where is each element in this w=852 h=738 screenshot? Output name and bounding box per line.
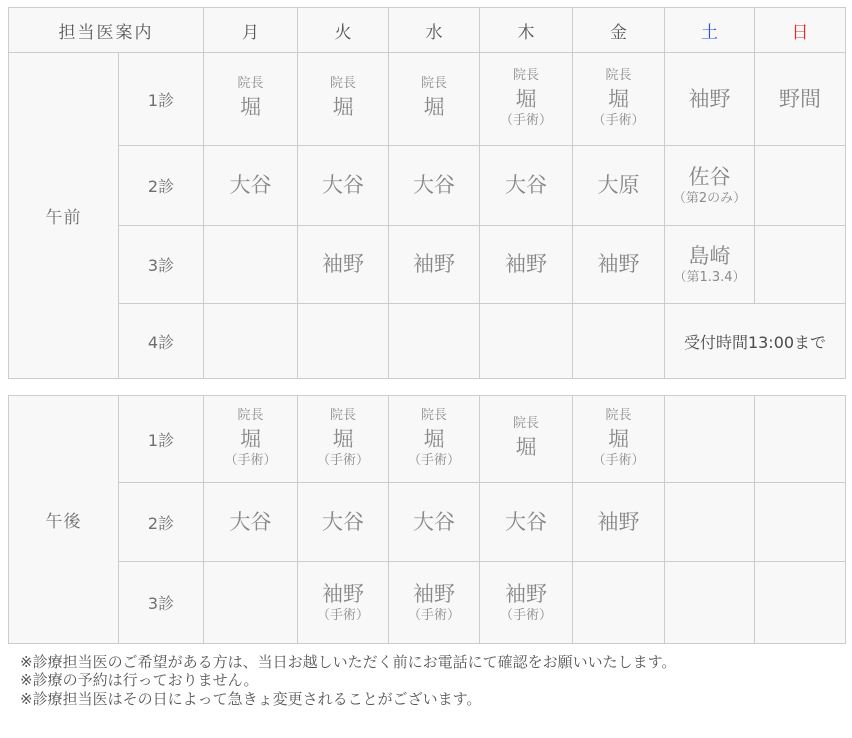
doctor-title: 院長 bbox=[420, 407, 447, 423]
doctor-name: 堀 bbox=[515, 435, 537, 460]
schedule-cell bbox=[573, 226, 665, 304]
doctor-note: （手術） bbox=[224, 453, 277, 469]
schedule-cell bbox=[573, 483, 665, 562]
schedule-cell bbox=[755, 562, 846, 644]
day-header-tue: 火 bbox=[298, 8, 389, 53]
doctor-name: 大谷 bbox=[229, 173, 272, 198]
doctor-name: 野間 bbox=[779, 86, 821, 111]
schedule-cell bbox=[298, 146, 389, 226]
schedule-cell bbox=[665, 226, 755, 304]
schedule-cell bbox=[204, 304, 298, 379]
doctor-title: 院長 bbox=[605, 407, 632, 423]
schedule-cell bbox=[204, 226, 298, 304]
morning-schedule-table bbox=[8, 7, 846, 379]
schedule-cell bbox=[389, 483, 480, 562]
schedule-cell bbox=[573, 562, 665, 644]
day-header-sun: 日 bbox=[755, 8, 846, 53]
doctor-name: 袖野 bbox=[505, 252, 547, 277]
doctor-name: 袖野 bbox=[597, 509, 640, 534]
doctor-note: （第2のみ） bbox=[672, 191, 747, 207]
doctor-name: 堀 bbox=[423, 95, 445, 120]
schedule-cell bbox=[480, 226, 573, 304]
schedule-cell bbox=[665, 53, 755, 146]
schedule-cell bbox=[665, 146, 755, 226]
schedule-cell bbox=[665, 483, 755, 562]
schedule-cell bbox=[389, 226, 480, 304]
schedule-cell bbox=[204, 483, 298, 562]
schedule-cell bbox=[573, 53, 665, 146]
schedule-cell bbox=[573, 146, 665, 226]
day-header-wed: 水 bbox=[389, 8, 480, 53]
footnotes bbox=[20, 653, 852, 708]
doctor-title: 院長 bbox=[329, 76, 356, 92]
doctor-name: 島崎 bbox=[688, 243, 731, 268]
schedule-cell bbox=[204, 146, 298, 226]
schedule-cell bbox=[665, 562, 755, 644]
doctor-note: （手術） bbox=[592, 453, 645, 469]
doctor-name: 大原 bbox=[597, 173, 640, 198]
doctor-note: （手術） bbox=[316, 453, 369, 469]
doctor-name: 袖野 bbox=[322, 581, 364, 606]
schedule-cell bbox=[573, 304, 665, 379]
day-header-sat: 土 bbox=[665, 8, 755, 53]
day-header-thu: 木 bbox=[480, 8, 573, 53]
schedule-cell bbox=[480, 53, 573, 146]
footnote-line: ※診療担当医のご希望がある方は、当日お越しいただく前にお電話にて確認をお願いいたします。 bbox=[20, 653, 677, 671]
schedule-cell bbox=[298, 226, 389, 304]
footnote-line: ※診療の予約は行っておりません。 bbox=[20, 671, 259, 690]
doctor-name: 堀 bbox=[608, 426, 629, 451]
section-label-afternoon: 午後 bbox=[9, 396, 119, 644]
doctor-name: 袖野 bbox=[322, 252, 364, 277]
reception-hours-note: 受付時間13:00まで bbox=[665, 304, 846, 379]
doctor-name: 大谷 bbox=[413, 173, 455, 198]
schedule-cell bbox=[298, 304, 389, 379]
schedule-cell bbox=[480, 396, 573, 483]
doctor-title: 院長 bbox=[512, 67, 539, 83]
footnote-line: ※診療担当医はその日によって急きょ変更されることがございます。 bbox=[20, 689, 482, 708]
schedule-cell bbox=[573, 396, 665, 483]
doctor-name: 大谷 bbox=[413, 509, 455, 534]
schedule-cell bbox=[480, 562, 573, 644]
doctor-note: （第1.3.4） bbox=[673, 270, 746, 286]
doctor-name: 堀 bbox=[423, 426, 445, 451]
afternoon-schedule-table bbox=[8, 395, 846, 644]
schedule-cell bbox=[755, 226, 846, 304]
schedule-cell bbox=[204, 562, 298, 644]
row-label: 2診 bbox=[119, 483, 204, 562]
schedule-cell bbox=[204, 396, 298, 483]
section-label-morning: 午前 bbox=[9, 53, 119, 379]
doctor-title: 院長 bbox=[420, 76, 447, 92]
schedule-cell bbox=[298, 483, 389, 562]
schedule-cell bbox=[389, 562, 480, 644]
schedule-cell bbox=[755, 146, 846, 226]
schedule-cell bbox=[389, 53, 480, 146]
doctor-note: （手術） bbox=[499, 608, 552, 624]
schedule-cell bbox=[480, 304, 573, 379]
schedule-cell bbox=[389, 146, 480, 226]
schedule-cell bbox=[665, 396, 755, 483]
row-label: 1診 bbox=[119, 396, 204, 483]
schedule-cell bbox=[755, 53, 846, 146]
doctor-note: （手術） bbox=[407, 453, 460, 469]
row-label: 4診 bbox=[119, 304, 204, 379]
doctor-name: 袖野 bbox=[688, 86, 731, 111]
schedule-cell bbox=[755, 396, 846, 483]
doctor-name: 堀 bbox=[608, 86, 629, 111]
doctor-name: 袖野 bbox=[413, 581, 455, 606]
doctor-name: 大谷 bbox=[229, 509, 272, 534]
doctor-name: 袖野 bbox=[413, 252, 455, 277]
schedule-cell bbox=[755, 483, 846, 562]
doctor-title: 院長 bbox=[237, 76, 264, 92]
row-label: 3診 bbox=[119, 226, 204, 304]
doctor-title: 院長 bbox=[605, 67, 632, 83]
schedule-cell bbox=[298, 53, 389, 146]
doctor-title: 院長 bbox=[329, 407, 356, 423]
doctor-title: 院長 bbox=[512, 416, 539, 432]
doctor-name: 堀 bbox=[240, 95, 261, 120]
doctor-note: （手術） bbox=[499, 113, 552, 129]
day-header-fri: 金 bbox=[573, 8, 665, 53]
schedule-cell bbox=[480, 483, 573, 562]
table-title: 担当医案内 bbox=[9, 8, 204, 53]
schedule-cell bbox=[204, 53, 298, 146]
row-label: 3診 bbox=[119, 562, 204, 644]
doctor-note: （手術） bbox=[316, 608, 369, 624]
doctor-name: 大谷 bbox=[505, 173, 547, 198]
doctor-name: 袖野 bbox=[597, 252, 640, 277]
doctor-name: 佐谷 bbox=[688, 164, 731, 189]
doctor-name: 大谷 bbox=[322, 173, 364, 198]
doctor-note: （手術） bbox=[407, 608, 460, 624]
schedule-cell bbox=[298, 396, 389, 483]
doctor-name: 堀 bbox=[332, 426, 354, 451]
doctor-note: （手術） bbox=[592, 113, 645, 129]
schedule-cell bbox=[389, 396, 480, 483]
doctor-name: 堀 bbox=[332, 95, 354, 120]
doctor-name: 大谷 bbox=[505, 509, 547, 534]
doctor-name: 大谷 bbox=[322, 509, 364, 534]
schedule-page bbox=[0, 7, 852, 738]
row-label: 2診 bbox=[119, 146, 204, 226]
day-header-mon: 月 bbox=[204, 8, 298, 53]
doctor-name: 袖野 bbox=[505, 581, 547, 606]
doctor-name: 堀 bbox=[515, 86, 537, 111]
schedule-cell bbox=[389, 304, 480, 379]
row-label: 1診 bbox=[119, 53, 204, 146]
doctor-title: 院長 bbox=[237, 407, 264, 423]
schedule-cell bbox=[298, 562, 389, 644]
doctor-name: 堀 bbox=[240, 426, 261, 451]
schedule-cell bbox=[480, 146, 573, 226]
